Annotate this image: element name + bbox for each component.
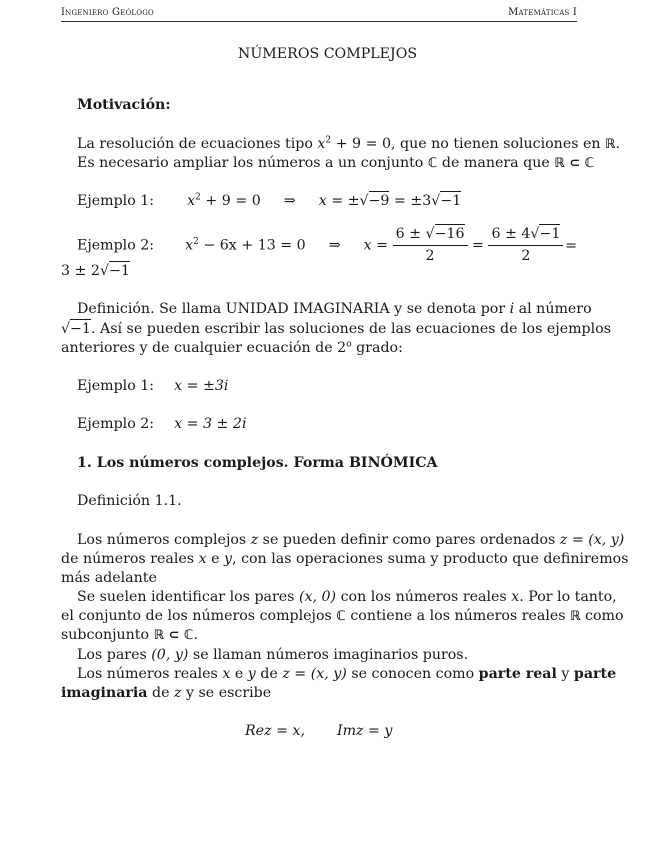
page-title: NÚMEROS COMPLEJOS — [237, 46, 418, 62]
text: . — [615, 136, 620, 152]
expression: (0, y) — [151, 647, 189, 663]
reals-symbol: ℝ — [570, 609, 581, 624]
definition-line-1 — [77, 300, 592, 319]
example-2-continued: 3 ± 2√−1 — [61, 263, 130, 279]
text: e — [206, 551, 225, 567]
bold-term: imaginaria — [61, 685, 148, 701]
var-z: z — [173, 685, 182, 701]
text: el conjunto de los números complejos — [61, 608, 337, 624]
text: y — [556, 666, 574, 682]
definition-line-2: √−1. Así se pueden escribir las soluciones de las ecuaciones de los ejemplos — [61, 321, 611, 337]
para4-line-2 — [61, 684, 271, 703]
text: Definición. Se llama UNIDAD IMAGINARIA y se denota por — [77, 301, 510, 317]
reals-symbol: ℝ — [605, 137, 616, 152]
text: contiene a los números reales — [345, 608, 571, 624]
superscript: o — [346, 339, 352, 350]
solution: = ±3 — [389, 193, 432, 209]
var-x: x — [185, 237, 194, 254]
complex-symbol: ℂ — [336, 609, 346, 624]
definition-line-3 — [61, 339, 403, 358]
radicand: −1 — [440, 193, 462, 209]
text: de — [255, 666, 283, 682]
var-x: x — [317, 136, 326, 152]
header-left: Ingeniero Geólogo — [61, 7, 154, 18]
subset-expression: ℝ ⊂ ℂ — [153, 628, 194, 643]
para1-line-1 — [77, 531, 624, 550]
text: y se escribe — [181, 685, 272, 701]
equals: = — [565, 238, 577, 254]
para4-line-1 — [77, 665, 616, 684]
expression: (x, 0) — [298, 589, 337, 605]
example-1: Ejemplo 1: $x^2 + 9 = 0$ ⇒ x = ±√−9 = ±3√−1 — [77, 192, 462, 209]
expression: z = (x, y) — [559, 532, 625, 548]
text: con los números reales — [336, 589, 512, 605]
para1-line-3: más adelante — [61, 570, 157, 586]
subset-expression: ℝ ⊂ ℂ — [554, 156, 595, 171]
example-1-imaginary — [77, 377, 228, 396]
para2-line-2 — [61, 607, 624, 626]
example-label: Ejemplo 1: — [77, 193, 155, 209]
bold-term: parte — [573, 666, 617, 682]
var-y: y — [224, 551, 233, 567]
text: . Por lo tanto, — [519, 589, 617, 605]
example-2-imaginary — [77, 415, 247, 434]
text: , con las operaciones suma y producto que definiremos — [232, 551, 629, 567]
solution: x = ± — [318, 193, 360, 209]
expression: z = (x, y) — [282, 666, 347, 682]
superscript: 2 — [195, 192, 201, 203]
section-1-heading: 1. Los números complejos. Forma BINÓMICA — [77, 455, 438, 471]
text: de — [147, 685, 174, 701]
text: como — [580, 608, 624, 624]
implies-symbol: ⇒ — [283, 193, 296, 209]
motivation-line-2 — [77, 154, 594, 173]
running-header — [61, 7, 577, 21]
numerator: 6 ± √−16 — [393, 225, 468, 246]
numerator: 6 ± 4√−1 — [488, 225, 563, 246]
equals: = — [472, 237, 484, 254]
text: grado: — [351, 340, 403, 356]
text: Los números complejos — [77, 532, 251, 548]
text: . — [193, 627, 198, 643]
text: anteriores y de cualquier ecuación de 2 — [61, 340, 347, 356]
radicand: −16 — [434, 226, 465, 242]
text: 6 ± 4 — [491, 226, 531, 242]
motivation-heading: Motivación: — [77, 97, 171, 113]
var-i: i — [509, 301, 515, 317]
text: se llaman números imaginarios puros. — [188, 647, 469, 663]
text: subconjunto — [61, 627, 154, 643]
text: de manera que — [437, 155, 555, 171]
fraction-2 — [488, 225, 563, 266]
text: . Así se pueden escribir las soluciones de las ecuaciones de los ejemplos — [90, 321, 611, 337]
para3-line-1 — [77, 646, 468, 665]
complex-symbol: ℂ — [427, 156, 438, 171]
imaginary-part-formula: Imz = y — [336, 723, 393, 739]
para2-line-3 — [61, 626, 198, 645]
text: e — [230, 666, 248, 682]
para2-line-1 — [77, 588, 617, 607]
example-label: Ejemplo 1: — [77, 378, 155, 394]
var-z: z — [250, 532, 259, 548]
solution-lhs: x = — [363, 237, 389, 254]
text: se pueden definir como pares ordenados — [258, 532, 560, 548]
solution: x = 3 ± 2i — [174, 416, 247, 432]
text: Es necesario ampliar los números a un conjunto — [77, 155, 428, 171]
text: 6 ± — [395, 226, 426, 242]
var-x: x — [511, 589, 520, 605]
example-2 — [77, 225, 577, 266]
denominator: 2 — [425, 248, 435, 264]
radicand: −9 — [368, 193, 390, 209]
denominator: 2 — [521, 248, 531, 264]
text: Los números reales — [77, 666, 223, 682]
formula-re-im — [245, 722, 392, 741]
superscript: 2 — [325, 135, 332, 146]
var-x: x — [222, 666, 231, 682]
para1-line-2 — [61, 550, 628, 569]
text: de números reales — [61, 551, 199, 567]
example-label: Ejemplo 2: — [77, 416, 155, 432]
text: se conocen como — [346, 666, 479, 682]
radicand: −1 — [70, 321, 91, 337]
header-right: Matemáticas I — [508, 7, 577, 18]
var-x: x — [198, 551, 207, 567]
text: La resolución de ecuaciones tipo — [77, 136, 318, 152]
var-x: x — [187, 193, 196, 209]
text: al número — [514, 301, 592, 317]
text: Los pares — [77, 647, 152, 663]
solution: x = ±3i — [174, 378, 229, 394]
var-y: y — [247, 666, 256, 682]
header-rule — [61, 21, 577, 22]
implies-symbol: ⇒ — [328, 237, 341, 254]
radicand: −1 — [109, 263, 130, 279]
fraction-1 — [393, 225, 468, 266]
example-label: Ejemplo 2: — [77, 237, 155, 254]
equation: − 6x + 13 = 0 — [198, 237, 306, 254]
motivation-line-1 — [77, 135, 620, 154]
text: 3 ± 2 — [61, 263, 100, 279]
text: + 9 = 0, que no tienen soluciones en — [331, 136, 606, 152]
superscript: 2 — [193, 236, 199, 247]
equation: + 9 = 0 — [200, 193, 261, 209]
radicand: −1 — [539, 226, 561, 242]
bold-term: parte real — [478, 666, 557, 682]
text: Se suelen identificar los pares — [77, 589, 299, 605]
definition-1-1: Definición 1.1. — [77, 493, 182, 509]
real-part-formula: Rez = x, — [245, 723, 305, 739]
